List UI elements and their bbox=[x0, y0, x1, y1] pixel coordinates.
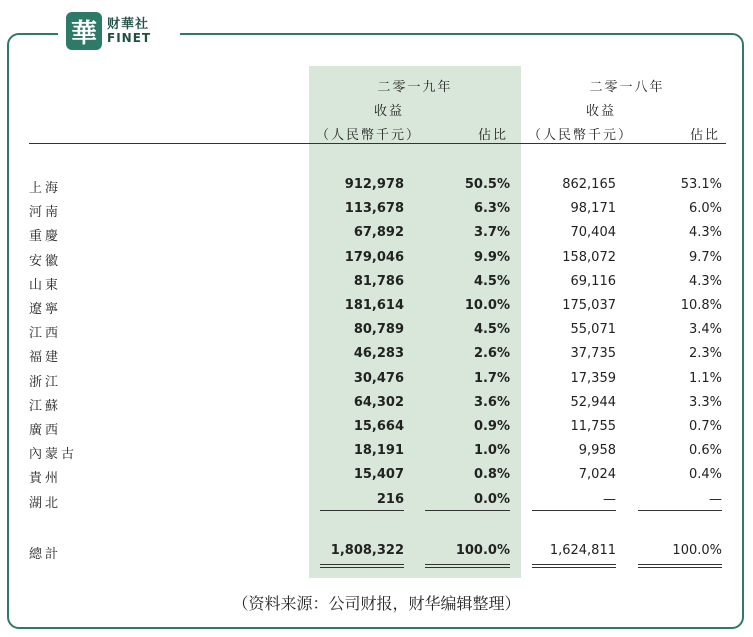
row-revenue-2018: 862,165 bbox=[562, 177, 616, 192]
total-p2018: 100.0% bbox=[672, 543, 722, 558]
total-r2018: 1,624,811 bbox=[549, 543, 616, 558]
header-year-2018: 二零一八年 bbox=[589, 80, 665, 95]
row-share-2019: 10.0% bbox=[464, 298, 510, 313]
subtotal-rule-r2018 bbox=[532, 510, 616, 511]
subtotal-rule-r2019 bbox=[320, 510, 404, 511]
row-region: 廣西 bbox=[29, 423, 62, 438]
row-revenue-2019: 67,892 bbox=[353, 225, 404, 240]
row-share-2018: 6.0% bbox=[688, 201, 722, 216]
row-revenue-2018: 98,171 bbox=[570, 201, 616, 216]
row-share-2019: 6.3% bbox=[473, 201, 510, 216]
row-revenue-2018: 37,735 bbox=[570, 346, 616, 361]
row-revenue-2018: 70,404 bbox=[570, 225, 616, 240]
row-share-2019: 3.6% bbox=[473, 395, 510, 410]
header-share-2019: 佔比 bbox=[477, 128, 508, 143]
row-share-2018: 53.1% bbox=[680, 177, 722, 192]
row-share-2019: 1.7% bbox=[473, 371, 510, 386]
header-revenue-2019: 收益 bbox=[373, 104, 404, 119]
row-revenue-2019: 113,678 bbox=[344, 201, 404, 216]
row-revenue-2018: 55,071 bbox=[570, 322, 616, 337]
row-share-2019: 0.0% bbox=[473, 492, 510, 507]
header-year-2019: 二零一九年 bbox=[377, 80, 453, 95]
row-revenue-2018: 175,037 bbox=[562, 298, 616, 313]
row-share-2018: 9.7% bbox=[688, 250, 722, 265]
row-share-2019: 4.5% bbox=[473, 274, 510, 289]
row-share-2019: 9.9% bbox=[473, 250, 510, 265]
logo-mark: 華 bbox=[66, 12, 102, 50]
row-region: 江蘇 bbox=[29, 399, 62, 414]
row-revenue-2019: 15,664 bbox=[353, 419, 404, 434]
row-share-2018: — bbox=[709, 492, 722, 507]
row-revenue-2018: 11,755 bbox=[570, 419, 616, 434]
total-rule-p2019-b bbox=[425, 567, 510, 568]
row-revenue-2019: 18,191 bbox=[353, 443, 404, 458]
total-p2019: 100.0% bbox=[455, 543, 510, 558]
header-unit-2018: （人民幣千元） bbox=[528, 128, 634, 143]
row-revenue-2019: 81,786 bbox=[353, 274, 404, 289]
row-share-2019: 0.9% bbox=[473, 419, 510, 434]
row-share-2019: 2.6% bbox=[473, 346, 510, 361]
row-share-2018: 3.4% bbox=[688, 322, 722, 337]
total-rule-r2018-b bbox=[532, 567, 616, 568]
row-region: 江西 bbox=[29, 326, 62, 341]
row-region: 上海 bbox=[29, 181, 62, 196]
header-rule bbox=[29, 143, 726, 144]
row-revenue-2019: 64,302 bbox=[353, 395, 404, 410]
row-revenue-2019: 179,046 bbox=[344, 250, 404, 265]
row-revenue-2019: 216 bbox=[376, 492, 404, 507]
total-rule-r2019-a bbox=[320, 564, 404, 565]
row-region: 內蒙古 bbox=[29, 447, 78, 462]
header-revenue-2018: 收益 bbox=[585, 104, 616, 119]
row-revenue-2019: 46,283 bbox=[353, 346, 404, 361]
row-share-2018: 0.4% bbox=[688, 467, 722, 482]
row-share-2018: 10.8% bbox=[680, 298, 722, 313]
row-share-2018: 1.1% bbox=[688, 371, 722, 386]
total-rule-p2018-b bbox=[638, 567, 722, 568]
subtotal-rule-p2018 bbox=[638, 510, 722, 511]
row-share-2018: 4.3% bbox=[688, 274, 722, 289]
row-region: 湖北 bbox=[29, 496, 62, 511]
row-revenue-2018: 9,958 bbox=[578, 443, 616, 458]
row-share-2019: 1.0% bbox=[473, 443, 510, 458]
row-share-2019: 4.5% bbox=[473, 322, 510, 337]
row-revenue-2018: 158,072 bbox=[562, 250, 616, 265]
row-region: 貴州 bbox=[29, 471, 62, 486]
total-label: 總計 bbox=[29, 547, 62, 562]
row-region: 山東 bbox=[29, 278, 62, 293]
finet-logo bbox=[58, 8, 180, 54]
logo-cn: 财華社 bbox=[107, 16, 150, 32]
row-revenue-2019: 80,789 bbox=[353, 322, 404, 337]
row-revenue-2018: 7,024 bbox=[578, 467, 616, 482]
total-rule-p2018-a bbox=[638, 564, 722, 565]
row-revenue-2018: 17,359 bbox=[570, 371, 616, 386]
row-revenue-2019: 181,614 bbox=[344, 298, 404, 313]
row-share-2018: 3.3% bbox=[688, 395, 722, 410]
header-unit-2019: （人民幣千元） bbox=[316, 128, 422, 143]
row-share-2019: 0.8% bbox=[473, 467, 510, 482]
row-region: 福建 bbox=[29, 350, 62, 365]
row-region: 重慶 bbox=[29, 229, 62, 244]
row-revenue-2018: — bbox=[603, 492, 616, 507]
row-share-2019: 3.7% bbox=[473, 225, 510, 240]
total-rule-r2018-a bbox=[532, 564, 616, 565]
row-revenue-2019: 30,476 bbox=[353, 371, 404, 386]
row-revenue-2019: 912,978 bbox=[344, 177, 404, 192]
row-region: 河南 bbox=[29, 205, 62, 220]
source-note: （资料来源：公司财报，财华编辑整理） bbox=[232, 594, 521, 613]
row-share-2018: 0.6% bbox=[688, 443, 722, 458]
row-share-2018: 4.3% bbox=[688, 225, 722, 240]
row-share-2019: 50.5% bbox=[464, 177, 510, 192]
logo-text bbox=[107, 18, 151, 44]
header-share-2018: 佔比 bbox=[689, 128, 720, 143]
total-r2019: 1,808,322 bbox=[330, 543, 404, 558]
row-revenue-2019: 15,407 bbox=[353, 467, 404, 482]
row-share-2018: 2.3% bbox=[688, 346, 722, 361]
logo-en: FINET bbox=[107, 30, 152, 45]
row-region: 安徽 bbox=[29, 254, 62, 269]
total-rule-p2019-a bbox=[425, 564, 510, 565]
row-revenue-2018: 69,116 bbox=[570, 274, 616, 289]
row-region: 浙江 bbox=[29, 375, 62, 390]
row-share-2018: 0.7% bbox=[688, 419, 722, 434]
subtotal-rule-p2019 bbox=[425, 510, 510, 511]
row-region: 遼寧 bbox=[29, 302, 62, 317]
row-revenue-2018: 52,944 bbox=[570, 395, 616, 410]
total-rule-r2019-b bbox=[320, 567, 404, 568]
